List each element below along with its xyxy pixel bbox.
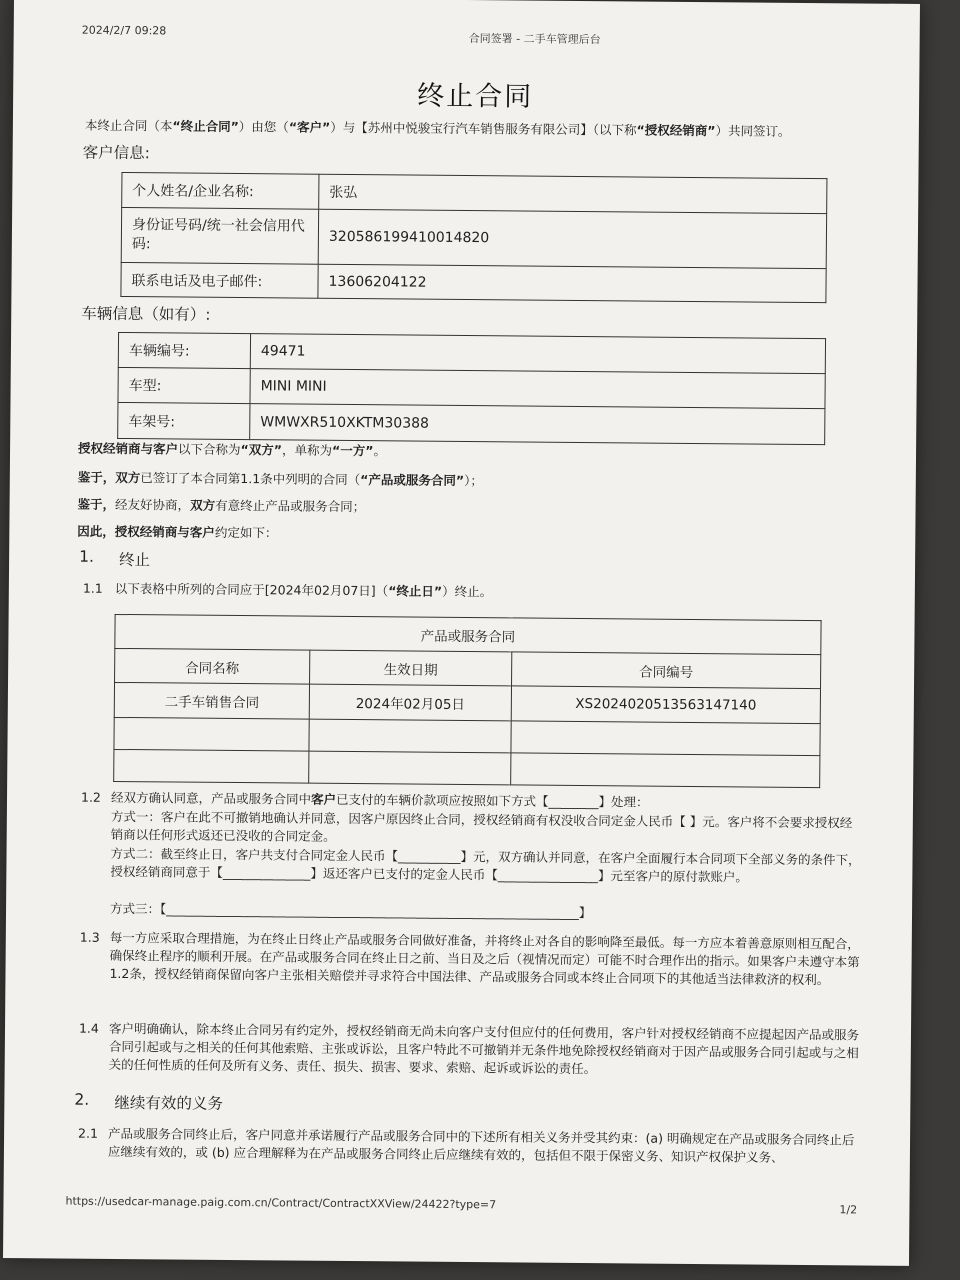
recital-term: “双方” <box>240 442 283 458</box>
table-row <box>118 402 825 444</box>
print-page-title: 合同签署 - 二手车管理后台 <box>468 32 601 47</box>
method-2-text: 方式二：截至终止日，客户共支付合同定金人民币【__________】元，双方确认并同意，在客户全面履行本合同项下全部义务的条件下，授权经销商同意于【______________】返还客户已支付的定金人民币【________________】元至客户的原付款账户。 <box>110 845 861 885</box>
intro-text: 本终止合同（本 <box>84 117 173 134</box>
print-datetime: 2024/2/7 09:28 <box>81 23 167 38</box>
recital-text: 已签订了本合同第1.1条中列明的合同（ <box>140 470 361 488</box>
intro-text: ）共同签订。 <box>715 123 791 139</box>
customer-name-value: 张弘 <box>319 174 827 213</box>
contract-name-cell: 二手车销售合同 <box>114 682 309 719</box>
clause-1-4-number: 1.4 <box>78 1020 99 1036</box>
empty-cell <box>309 751 511 785</box>
table-row <box>121 207 826 268</box>
customer-contact-value: 13606204122 <box>318 264 826 302</box>
empty-cell <box>114 717 309 751</box>
recital-text: 。 <box>373 443 387 459</box>
vehicle-info-table <box>117 332 826 445</box>
clause-2-1-text: 产品或服务合同终止后，客户同意并承诺履行产品或服务合同中的下述所有相关义务并受其约束：(a) 明确规定在产品或服务合同终止后应继续有效的，或 (b) 应合理解释为在产品或服务合同终止后应继续有效的，包括但不限于保密义务、知识产权保护义务、 <box>107 1125 855 1165</box>
document-page <box>3 0 920 1266</box>
clause-text: 已支付的车辆价款项应按照如下方式【________】处理： <box>335 791 649 810</box>
column-header: 合同编号 <box>512 652 821 689</box>
recital-text: 有意终止产品或服务合同； <box>215 497 366 515</box>
intro-term-contract: “终止合同” <box>172 118 239 135</box>
recital-term: “产品或服务合同” <box>360 472 465 488</box>
recital-text: ，单称为 <box>281 442 333 458</box>
clause-1-1-number: 1.1 <box>82 580 103 596</box>
recital-text: 因此，授权经销商与客户 <box>77 523 215 540</box>
effective-date-cell: 2024年02月05日 <box>309 684 511 721</box>
section-1-title: 终止 <box>119 550 151 570</box>
recital-text: 鉴于， <box>77 496 116 512</box>
recital-whereas-2 <box>78 496 366 517</box>
recital-text: ）； <box>464 472 483 489</box>
vehicle-model-value: MINI MINI <box>250 369 825 409</box>
vehicle-info-heading: 车辆信息（如有）: <box>81 304 211 324</box>
clause-1-1-text <box>115 580 492 601</box>
vin-label: 车架号: <box>118 402 250 439</box>
clause-1-4-text: 客户明确确认，除本终止合同另有约定外，授权经销商无尚未向客户支付但应付的任何费用，客户针对授权经销商不应提起因产品或服务合同引起或与之相关的任何其他索赔、主张或诉讼，且客户特此不可撤销并无条件地免除授权经销商对于因产品或服务合同引起或与之相关的任何性质的任何及所有义务、责任、损失、损害、要求、索赔、起诉或诉讼的责任。 <box>108 1020 860 1077</box>
contracts-table <box>113 614 821 788</box>
clause-text: 以下表格中所列的合同应于[2024年02月07日]（ <box>114 580 389 599</box>
vehicle-number-label: 车辆编号: <box>118 332 250 368</box>
clause-1-3-text: 每一方应采取合理措施，为在终止日终止产品或服务合同做好准备，并将终止对各自的影响降至最低。每一方应本着善意原则相互配合，确保终止程序的顺利开展。在产品或服务合同在终止日之前、当日及之后（视情况而定）可能不时合理作出的指示。如果客户未遵守本第1.2条，授权经销商保留向客户主张相关赔偿并寻求符合中国法律、产品或服务合同或本终止合同项下的其他适当法律救济的权利。 <box>109 929 860 988</box>
recital-text: 经友好协商， <box>115 496 191 513</box>
table-row <box>114 749 820 787</box>
recital-term: “一方” <box>331 442 374 459</box>
intro-term-customer: “客户” <box>288 119 331 135</box>
clause-term: “终止日” <box>388 583 443 599</box>
recital-whereas-1 <box>78 469 483 491</box>
customer-info-table <box>120 172 827 303</box>
recital-text: 约定如下： <box>214 524 278 541</box>
clause-text: 经双方确认同意，产品或服务合同中 <box>110 789 312 807</box>
recital-term: 双方 <box>190 497 216 513</box>
clause-2-1-number: 2.1 <box>78 1125 99 1141</box>
method-3-text: 方式三：【__________________________________________________________________】 <box>109 900 592 921</box>
recital-text: 授权经销商与客户 <box>78 440 179 457</box>
empty-cell <box>511 753 820 788</box>
method-1-text: 方式一：客户在此不可撤销地确认并同意，因客户原因终止合同，授权经销商有权没收合同定金人民币【 】元。客户将不会要求授权经销商以任何形式返还已没收的合同定金。 <box>110 808 853 844</box>
customer-contact-label: 联系电话及电子邮件: <box>121 262 318 298</box>
customer-name-label: 个人姓名/企业名称: <box>122 172 319 209</box>
column-header: 合同名称 <box>115 648 310 684</box>
recital-text: 鉴于，双方 <box>77 469 141 486</box>
intro-term-dealer: “授权经销商” <box>636 122 716 139</box>
recital-parties <box>78 440 386 461</box>
section-2-number: 2. <box>74 1090 90 1109</box>
customer-id-value: 320586199410014820 <box>318 209 826 268</box>
clause-1-3-number: 1.3 <box>79 929 100 945</box>
table-caption: 产品或服务合同 <box>115 614 821 654</box>
recital-text: 以下合称为 <box>178 441 241 458</box>
column-header: 生效日期 <box>310 650 512 686</box>
intro-paragraph <box>85 117 791 141</box>
vehicle-number-value: 49471 <box>250 334 825 374</box>
customer-info-heading: 客户信息: <box>82 143 150 163</box>
clause-term: 客户 <box>310 791 337 807</box>
page-number: 1/2 <box>839 1203 858 1217</box>
table-row <box>121 262 826 302</box>
section-1-number: 1. <box>79 547 95 566</box>
customer-id-label: 身份证号码/统一社会信用代码: <box>121 207 318 264</box>
section-2-title: 继续有效的义务 <box>114 1093 223 1113</box>
clause-text: ）终止。 <box>442 583 493 600</box>
vin-value: WMWXR510XKTM30388 <box>250 404 825 445</box>
document-title: 终止合同 <box>417 80 534 113</box>
recital-therefore <box>77 523 277 543</box>
clause-1-2-number: 1.2 <box>80 789 101 805</box>
intro-text: ）由您（ <box>238 119 289 135</box>
contract-number-cell: XS20240205135631471​40 <box>511 686 820 724</box>
print-url: https://usedcar-manage.paig.com.cn/Contract/ContractXXView/24422?type=7 <box>65 1194 497 1212</box>
intro-text: ）与【苏州中悦骏宝行汽车销售服务有限公司】（以下称 <box>330 119 637 138</box>
empty-cell <box>309 719 511 753</box>
empty-cell <box>114 749 309 783</box>
vehicle-model-label: 车型: <box>118 367 250 403</box>
empty-cell <box>511 721 820 756</box>
